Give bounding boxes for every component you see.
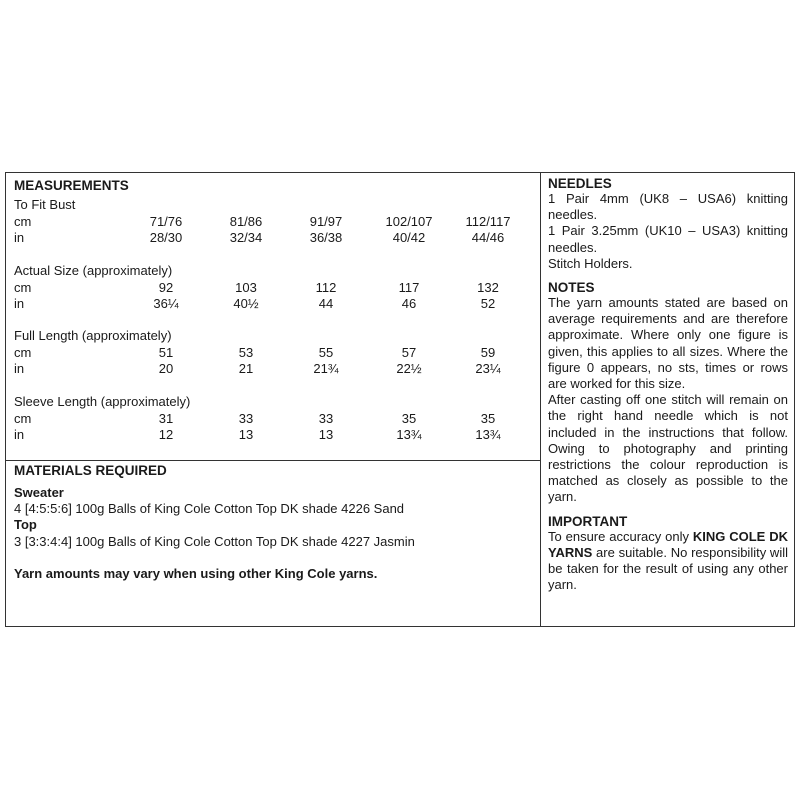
unit-label: cm: [14, 344, 32, 360]
notes-para-1: The yarn amounts stated are based on average requirements and are therefore approximate. Where only one figure is given, this applies to all sizes. Where the figure 0 appears, no sts, times or rows are worked for this size.: [548, 295, 788, 392]
important-highlight: KING COLE DK YARNS: [548, 528, 788, 560]
unit-label: in: [14, 427, 25, 442]
measurement-value: 33: [238, 410, 254, 426]
unit-label: in: [14, 361, 25, 376]
unit-label: cm: [14, 410, 32, 426]
measurement-value: 20: [158, 361, 174, 376]
unit-label: in: [14, 296, 25, 311]
measurement-value: 103: [235, 279, 257, 295]
measurement-value: 36¼: [153, 296, 179, 311]
right-column: [548, 176, 788, 593]
pattern-info-box: [5, 172, 795, 627]
measurement-group-label: Sleeve Length (approximately): [14, 394, 191, 409]
measurement-value: 12: [158, 427, 174, 442]
needles-line-2: 1 Pair 3.25mm (UK10 – USA3) knitting needles.: [548, 223, 788, 255]
notes-para-2: After casting off one stitch will remain on the right hand needle which is not included in the instructions that follow. Owing to photography and printing restrictions the colour reproduction is matched as closely as possible to the yarn.: [548, 392, 788, 505]
measurement-value: 112/117: [465, 213, 511, 229]
measurement-value: 117: [398, 279, 420, 295]
unit-label: cm: [14, 213, 32, 229]
measurement-value: 40/42: [392, 230, 426, 245]
sweater-label: Sweater: [14, 485, 64, 500]
measurement-value: 13¾: [396, 427, 422, 442]
measurement-value: 13: [238, 427, 254, 442]
important-heading: IMPORTANT: [548, 513, 628, 529]
section-divider: [6, 460, 540, 461]
unit-label: in: [14, 230, 25, 245]
measurement-value: 31: [158, 410, 174, 426]
measurement-value: 132: [477, 279, 499, 295]
measurement-value: 36/38: [309, 230, 343, 245]
measurement-value: 102/107: [385, 213, 433, 229]
needles-line-3: Stitch Holders.: [548, 255, 633, 271]
yarn-note: Yarn amounts may vary when using other King Cole yarns.: [14, 566, 378, 581]
notes-heading: NOTES: [548, 280, 595, 296]
measurement-value: 32/34: [229, 230, 263, 245]
measurement-group-label: To Fit Bust: [14, 197, 76, 212]
measurement-value: 28/30: [149, 230, 183, 245]
measurements-heading: MEASUREMENTS: [14, 178, 129, 193]
measurement-value: 13¾: [475, 427, 501, 442]
column-divider: [540, 173, 541, 626]
top-label: Top: [14, 517, 37, 532]
measurement-value: 21: [238, 361, 254, 376]
measurement-group-label: Actual Size (approximately): [14, 263, 173, 278]
measurement-value: 92: [158, 279, 174, 295]
measurement-value: 59: [480, 344, 496, 360]
measurement-value: 22½: [396, 361, 422, 376]
measurement-value: 46: [401, 296, 417, 311]
measurement-value: 21¾: [313, 361, 339, 376]
measurement-value: 91/97: [309, 213, 343, 229]
measurement-value: 81/86: [229, 213, 263, 229]
measurement-value: 13: [318, 427, 334, 442]
measurement-value: 112: [315, 279, 337, 295]
measurement-value: 23¼: [475, 361, 501, 376]
top-text: 3 [3:3:4:4] 100g Balls of King Cole Cotton Top DK shade 4227 Jasmin: [14, 534, 415, 549]
measurement-value: 44: [318, 296, 334, 311]
measurement-value: 33: [318, 410, 334, 426]
sweater-text: 4 [4:5:5:6] 100g Balls of King Cole Cotton Top DK shade 4226 Sand: [14, 501, 405, 516]
measurement-value: 71/76: [149, 213, 183, 229]
needles-heading: NEEDLES: [548, 176, 612, 191]
important-text: To ensure accuracy only KING COLE DK YARNS are suitable. No responsibility will be taken for the result of using any other yarn.: [548, 528, 788, 593]
measurement-value: 40½: [233, 296, 259, 311]
measurement-value: 57: [401, 344, 417, 360]
measurement-value: 55: [318, 344, 334, 360]
measurement-value: 52: [480, 296, 496, 311]
measurement-value: 44/46: [471, 230, 505, 245]
measurement-value: 53: [238, 344, 254, 360]
unit-label: cm: [14, 279, 32, 295]
measurement-value: 51: [158, 344, 174, 360]
measurement-group-label: Full Length (approximately): [14, 328, 172, 343]
measurement-value: 35: [401, 410, 417, 426]
materials-heading: MATERIALS REQUIRED: [14, 463, 167, 478]
needles-line-1: 1 Pair 4mm (UK8 – USA6) knitting needles.: [548, 191, 788, 223]
measurement-value: 35: [480, 410, 496, 426]
